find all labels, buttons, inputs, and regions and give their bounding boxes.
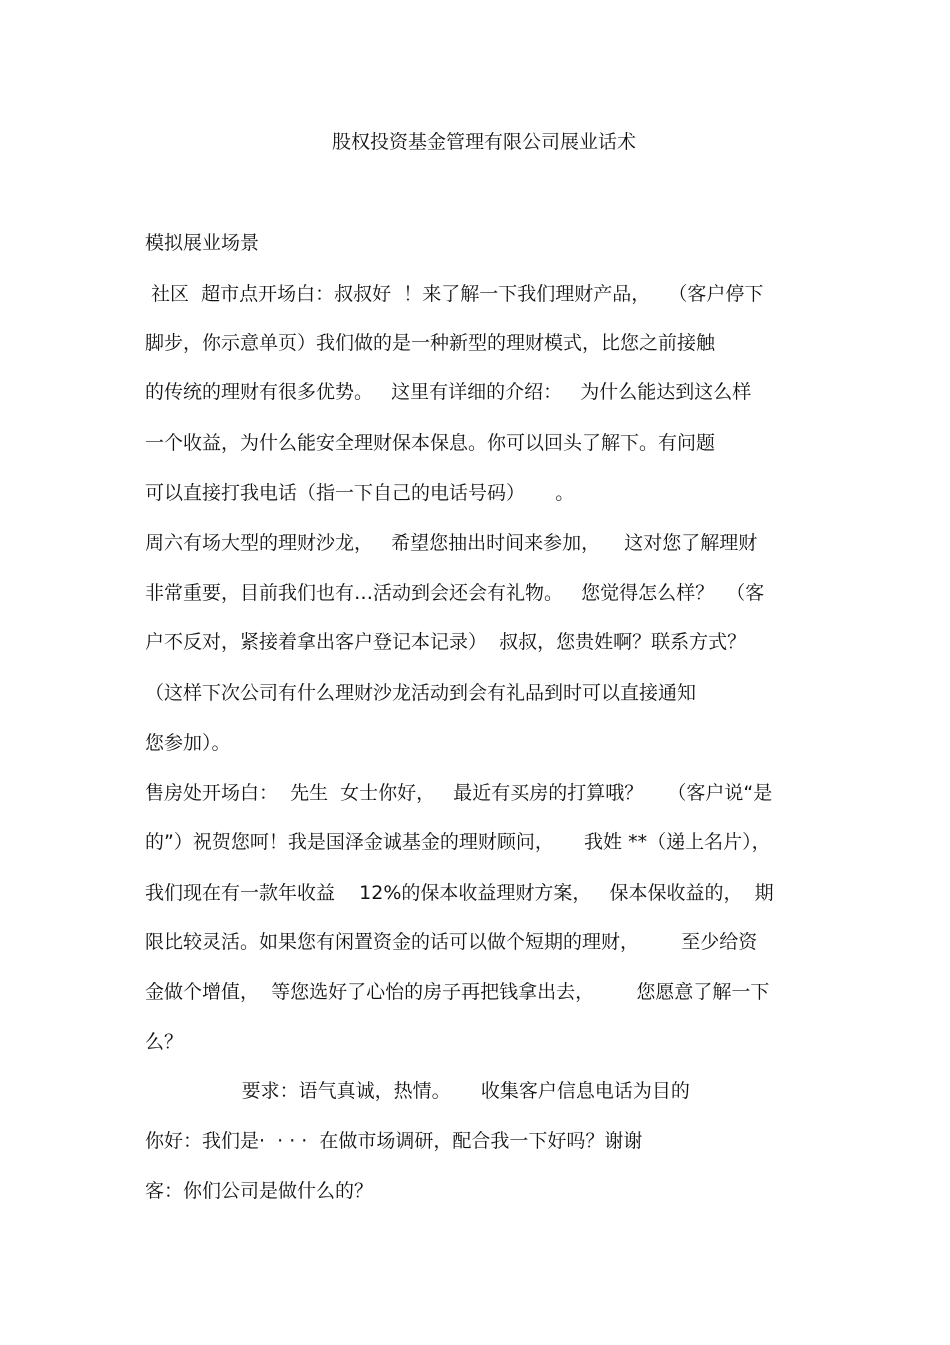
paragraph-line: 脚步，你示意单页）我们做的是一种新型的理财模式，比您之前接触: [145, 332, 716, 354]
dialogue-line: 你好：我们是· · · · 在做市场调研，配合我一下好吗？谢谢: [145, 1130, 643, 1152]
section-heading: 模拟展业场景: [145, 232, 260, 254]
paragraph-line: 售房处开场白： 先生 女士你好， 最近有买房的打算哦？ （客户说“是: [145, 782, 773, 804]
paragraph-line: 金做个增值， 等您选好了心怡的房子再把钱拿出去， 您愿意了解一下: [145, 981, 770, 1003]
requirement-line: 要求：语气真诚，热情。 收集客户信息电话为目的: [145, 1080, 690, 1102]
paragraph-line: 可以直接打我电话（指一下自己的电话号码） 。: [145, 482, 575, 504]
paragraph-line: 您参加）。: [145, 732, 231, 754]
paragraph-line: 限比较灵活。如果您有闲置资金的话可以做个短期的理财， 至少给资: [145, 931, 758, 953]
document-title: 股权投资基金管理有限公司展业话术: [331, 131, 636, 153]
paragraph-line: 我们现在有一款年收益 12%的保本收益理财方案， 保本保收益的， 期: [145, 882, 774, 904]
paragraph-line: 的”）祝贺您呵！我是国泽金诚基金的理财顾问， 我姓 **（递上名片），: [145, 831, 771, 853]
paragraph-line: 一个收益，为什么能安全理财保本保息。你可以回头了解下。有问题: [145, 432, 716, 454]
paragraph-line: 周六有场大型的理财沙龙， 希望您抽出时间来参加， 这对您了解理财: [145, 532, 758, 554]
paragraph-line: 社区 超市点开场白：叔叔好 ！来了解一下我们理财产品， （客户停下: [145, 283, 764, 305]
dialogue-line: 客：你们公司是做什么的？: [145, 1180, 374, 1202]
paragraph-line: （这样下次公司有什么理财沙龙活动到会有礼品到时可以直接通知: [145, 682, 697, 704]
paragraph-line: 么？: [145, 1031, 184, 1053]
paragraph-line: 的传统的理财有很多优势。 这里有详细的介绍： 为什么能达到这么样: [145, 381, 752, 403]
paragraph-line: 户不反对，紧接着拿出客户登记本记录） 叔叔，您贵姓啊？联系方式？: [145, 631, 747, 653]
paragraph-line: 非常重要，目前我们也有…活动到会还会有礼物。 您觉得怎么样？ （客: [145, 582, 765, 604]
